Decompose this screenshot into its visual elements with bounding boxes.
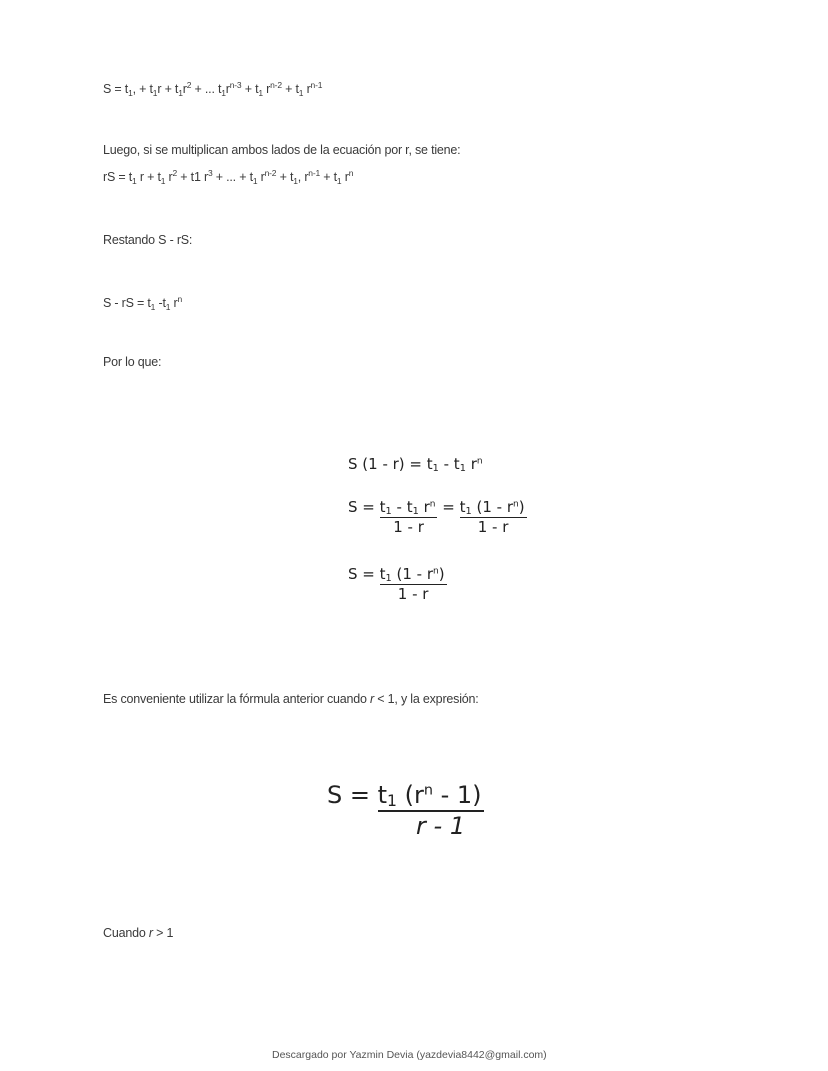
formula-eq2: S = $\frac{t_1 - t_1 r^n}{1 - r}$ = $\frac{t_1 (1 - r^n)}{1 - r}$ bbox=[348, 498, 525, 536]
formula-eq3: S = $\frac{t_1 (1 - r^n)}{1 - r}$ bbox=[348, 565, 445, 603]
when-text: Cuando r > 1 bbox=[103, 926, 174, 940]
convenient-text: Es conveniente utilizar la fórmula anterior cuando r < 1, y la expresión: bbox=[103, 692, 479, 706]
subtract-text: Restando S - rS: bbox=[103, 233, 193, 247]
difference-equation: S - rS = $t_1$ $-t_1$ $r^n$ bbox=[103, 294, 183, 312]
download-footer: Descargado por Yazmin Devia (yazdevia8442@gmail.com) bbox=[272, 1049, 547, 1061]
therefore-text: Por lo que: bbox=[103, 355, 162, 369]
formula-large: S = $\frac{t_1 (r^n - 1)}{r - 1}$ bbox=[327, 781, 482, 841]
multiply-intro-text: Luego, si se multiplican ambos lados de la ecuación por r, se tiene: bbox=[103, 143, 461, 157]
formula-eq1: S $(1 - r) = t_1 - t_1$ $r^n$ bbox=[348, 455, 483, 474]
rs-equation: rS = $t_1$ $r + t_1$ $r^2 + t1$ $r^3$ + ... + $t_1$ $r^{n-2} + t_1$, $r^{n-1} + t_1$ $r^n$ bbox=[103, 168, 354, 186]
series-sum-equation: $S = t_1$, + $t_1r + t_1r^2$ + ... $t_1r^{n-3} + t_1$ $r^{n-2} + t_1$ $r^{n-1}$ bbox=[103, 80, 323, 98]
